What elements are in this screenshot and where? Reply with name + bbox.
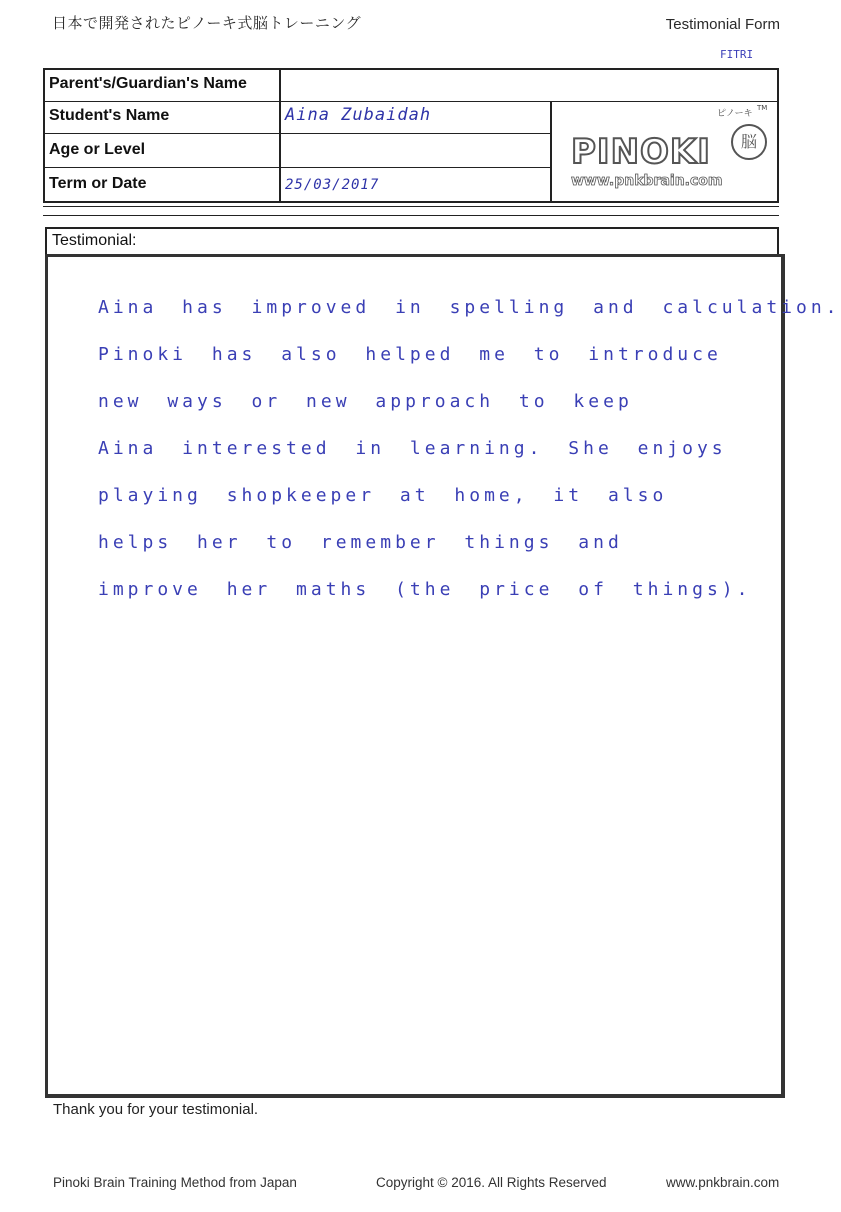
- testimonial-header: [45, 227, 779, 254]
- thank-you-note: Thank you for your testimonial.: [53, 1101, 259, 1118]
- footer-website: www.pnkbrain.com: [666, 1175, 780, 1190]
- testimonial-line: Pinoki has also helped me to introduce: [98, 344, 722, 365]
- form-title: Testimonial Form: [665, 16, 780, 33]
- corner-handwritten-note: FITRI: [720, 48, 754, 61]
- brain-kanji-icon: 脳: [731, 124, 767, 160]
- parent-name-label: Parent's/Guardian's Name: [49, 75, 247, 92]
- testimonial-box: [45, 254, 841, 1098]
- student-name-label: Student's Name: [49, 107, 170, 124]
- label-column-divider: [279, 70, 281, 201]
- testimonial-handwriting: [98, 297, 841, 626]
- separator-line-2: [43, 215, 779, 216]
- info-row-parent-name: [45, 70, 777, 102]
- student-info-table: [43, 68, 779, 203]
- info-row-student-name: [45, 102, 551, 134]
- testimonial-line: helps her to remember things and: [98, 532, 623, 553]
- info-row-age-level: [45, 136, 551, 168]
- testimonial-label: Testimonial:: [52, 232, 137, 249]
- testimonial-line: improve her maths (the price of things).: [98, 579, 752, 600]
- logo-url: www.pnkbrain.com: [571, 173, 723, 189]
- testimonial-line: Aina interested in learning. She enjoys: [98, 438, 727, 459]
- footer-copyright: Copyright © 2016. All Rights Reserved: [376, 1175, 607, 1190]
- pinoki-logo: [551, 104, 777, 201]
- logo-trademark: TM: [757, 104, 768, 112]
- separator-line-1: [43, 206, 779, 207]
- term-date-value: 25/03/2017: [285, 177, 380, 193]
- logo-kana: ピノーキ: [717, 109, 753, 119]
- testimonial-line: playing shopkeeper at home, it also: [98, 485, 668, 506]
- footer-tagline: Pinoki Brain Training Method from Japan: [53, 1175, 297, 1190]
- logo-wordmark: PINOKI: [571, 132, 711, 172]
- testimonial-line: new ways or new approach to keep: [98, 391, 633, 412]
- info-row-term-date: [45, 170, 551, 202]
- testimonial-line: Aina has improved in spelling and calculation.: [98, 297, 841, 318]
- student-name-value: Aina Zubaidah: [285, 105, 432, 125]
- header-japanese-title: 日本で開発されたピノーキ式脳トレーニング: [52, 14, 362, 32]
- age-level-label: Age or Level: [49, 141, 146, 158]
- term-date-label: Term or Date: [49, 175, 147, 192]
